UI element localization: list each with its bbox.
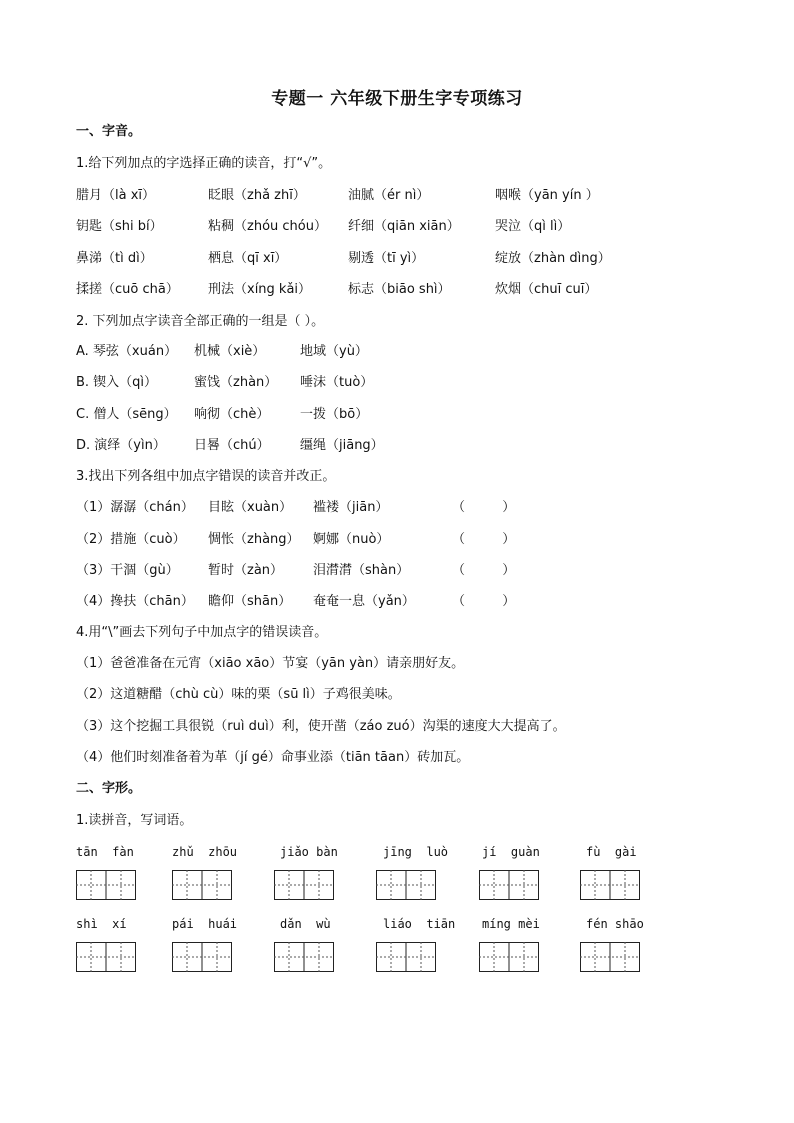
q4-item: （3）这个挖掘工具很锐（ruì duì）利，使开凿（záo zuó）沟渠的速度大大提高了。 xyxy=(76,719,566,734)
writing-grid-box[interactable] xyxy=(580,870,640,900)
q3-item: 惆怅（zhàng） xyxy=(208,532,300,547)
pinyin-label: zhǔ zhōu xyxy=(172,845,238,859)
pinyin-label: jí guàn xyxy=(482,845,540,859)
q3-item: 婀娜（nuò） xyxy=(313,532,390,547)
q1-choice-item: 咽喉（yān yín ） xyxy=(495,188,599,203)
q2-option-item: 地域（yù） xyxy=(300,344,368,359)
q1-choice-item: 栖息（qī xī） xyxy=(208,251,288,266)
pinyin-label: míng mèi xyxy=(482,917,540,931)
q1-choice-item: 剔透（tī yì） xyxy=(348,251,425,266)
q2-option-item: 蜜饯（zhàn） xyxy=(194,375,278,390)
section-heading-glyphs: 二、字形。 xyxy=(76,781,142,796)
q1-choice-item: 粘稠（zhóu chóu） xyxy=(208,219,327,234)
q2-option-item: 缰绳（jiāng） xyxy=(300,438,384,453)
writing-grid-box[interactable] xyxy=(376,870,436,900)
q1-choice-item: 揉搓（cuō chā） xyxy=(76,282,179,297)
writing-grid-box[interactable] xyxy=(479,870,539,900)
q3-item: （4）搀扶（chān） xyxy=(76,594,194,609)
q3-item: （3）干涸（gù） xyxy=(76,563,179,578)
q3-item: 奄奄一息（yǎn） xyxy=(313,594,415,609)
pinyin-label: fù gài xyxy=(586,845,637,859)
q1-choice-item: 钥匙（shi bí） xyxy=(76,219,163,234)
writing-grid-box[interactable] xyxy=(274,942,334,972)
q3-answer-blank[interactable]: （ ） xyxy=(452,594,516,609)
q1-choice-item: 炊烟（chuī cuī） xyxy=(495,282,598,297)
writing-grid-box[interactable] xyxy=(479,942,539,972)
pinyin-label: pái huái xyxy=(172,917,238,931)
q1-choice-item: 哭泣（qì lì） xyxy=(495,219,571,234)
q1-choice-item: 眨眼（zhǎ zhī） xyxy=(208,188,306,203)
q2-option-item: 日晷（chú） xyxy=(194,438,270,453)
writing-grid-box[interactable] xyxy=(172,942,232,972)
pinyin-label: jiǎo bàn xyxy=(280,845,338,859)
q2-option-item: 一拨（bō） xyxy=(300,407,369,422)
q1-choice-item: 绽放（zhàn dìng） xyxy=(495,251,611,266)
q3-item: 暂时（zàn） xyxy=(208,563,284,578)
q3-item: （1）潺潺（chán） xyxy=(76,500,194,515)
writing-grid-box[interactable] xyxy=(580,942,640,972)
pinyin-label: shì xí xyxy=(76,917,127,931)
q1-prompt: 1.给下列加点的字选择正确的读音，打“√”。 xyxy=(76,156,332,171)
q3-item: 褴褛（jiān） xyxy=(313,500,389,515)
q2-prompt: 2. 下列加点字读音全部正确的一组是（ ）。 xyxy=(76,314,325,329)
writing-grid-box[interactable] xyxy=(172,870,232,900)
q1-choice-item: 刑法（xíng kǎi） xyxy=(208,282,312,297)
pinyin-label: fén shāo xyxy=(586,917,644,931)
q1-choice-item: 纤细（qiān xiān） xyxy=(348,219,460,234)
pinyin-label: tān fàn xyxy=(76,845,134,859)
q3-item: 目眩（xuàn） xyxy=(208,500,293,515)
q2-option-item: C. 僧人（sēng） xyxy=(76,407,177,422)
q4-item: （1）爸爸准备在元宵（xiāo xāo）节宴（yān yàn）请亲朋好友。 xyxy=(76,656,465,671)
q3-item: 瞻仰（shān） xyxy=(208,594,292,609)
q2-option-item: D. 演绎（yìn） xyxy=(76,438,166,453)
q2-option-item: B. 锲入（qì） xyxy=(76,375,158,390)
q3-answer-blank[interactable]: （ ） xyxy=(452,563,516,578)
q3-answer-blank[interactable]: （ ） xyxy=(452,500,516,515)
pinyin-label: jīng luò xyxy=(383,845,449,859)
writing-grid-box[interactable] xyxy=(76,870,136,900)
q2-option-item: 机械（xiè） xyxy=(194,344,266,359)
pinyin-label: liáo tiān xyxy=(383,917,456,931)
q5-prompt: 1.读拼音，写词语。 xyxy=(76,813,193,828)
q2-option-item: 响彻（chè） xyxy=(194,407,270,422)
q1-choice-item: 鼻涕（tì dì） xyxy=(76,251,153,266)
pinyin-label: dǎn wù xyxy=(280,917,331,931)
q1-choice-item: 油腻（ér nì） xyxy=(348,188,430,203)
q4-item: （4）他们时刻准备着为革（jí gé）命事业添（tiān tāan）砖加瓦。 xyxy=(76,750,470,765)
q3-item: （2）措施（cuò） xyxy=(76,532,186,547)
section-heading-pronunciation: 一、字音。 xyxy=(76,124,142,139)
q3-prompt: 3.找出下列各组中加点字错误的读音并改正。 xyxy=(76,469,336,484)
page-title: 专题一 六年级下册生字专项练习 xyxy=(271,89,523,109)
q1-choice-item: 标志（biāo shì） xyxy=(348,282,451,297)
q3-answer-blank[interactable]: （ ） xyxy=(452,532,516,547)
writing-grid-box[interactable] xyxy=(274,870,334,900)
q4-item: （2）这道糖醋（chù cù）味的栗（sū lì）子鸡很美味。 xyxy=(76,687,401,702)
q4-prompt: 4.用“\”画去下列句子中加点字的错误读音。 xyxy=(76,625,328,640)
q2-option-item: 唾沫（tuò） xyxy=(300,375,374,390)
q3-item: 泪潸潸（shàn） xyxy=(313,563,410,578)
writing-grid-box[interactable] xyxy=(376,942,436,972)
writing-grid-box[interactable] xyxy=(76,942,136,972)
q1-choice-item: 腊月（là xī） xyxy=(76,188,156,203)
q2-option-item: A. 琴弦（xuán） xyxy=(76,344,178,359)
